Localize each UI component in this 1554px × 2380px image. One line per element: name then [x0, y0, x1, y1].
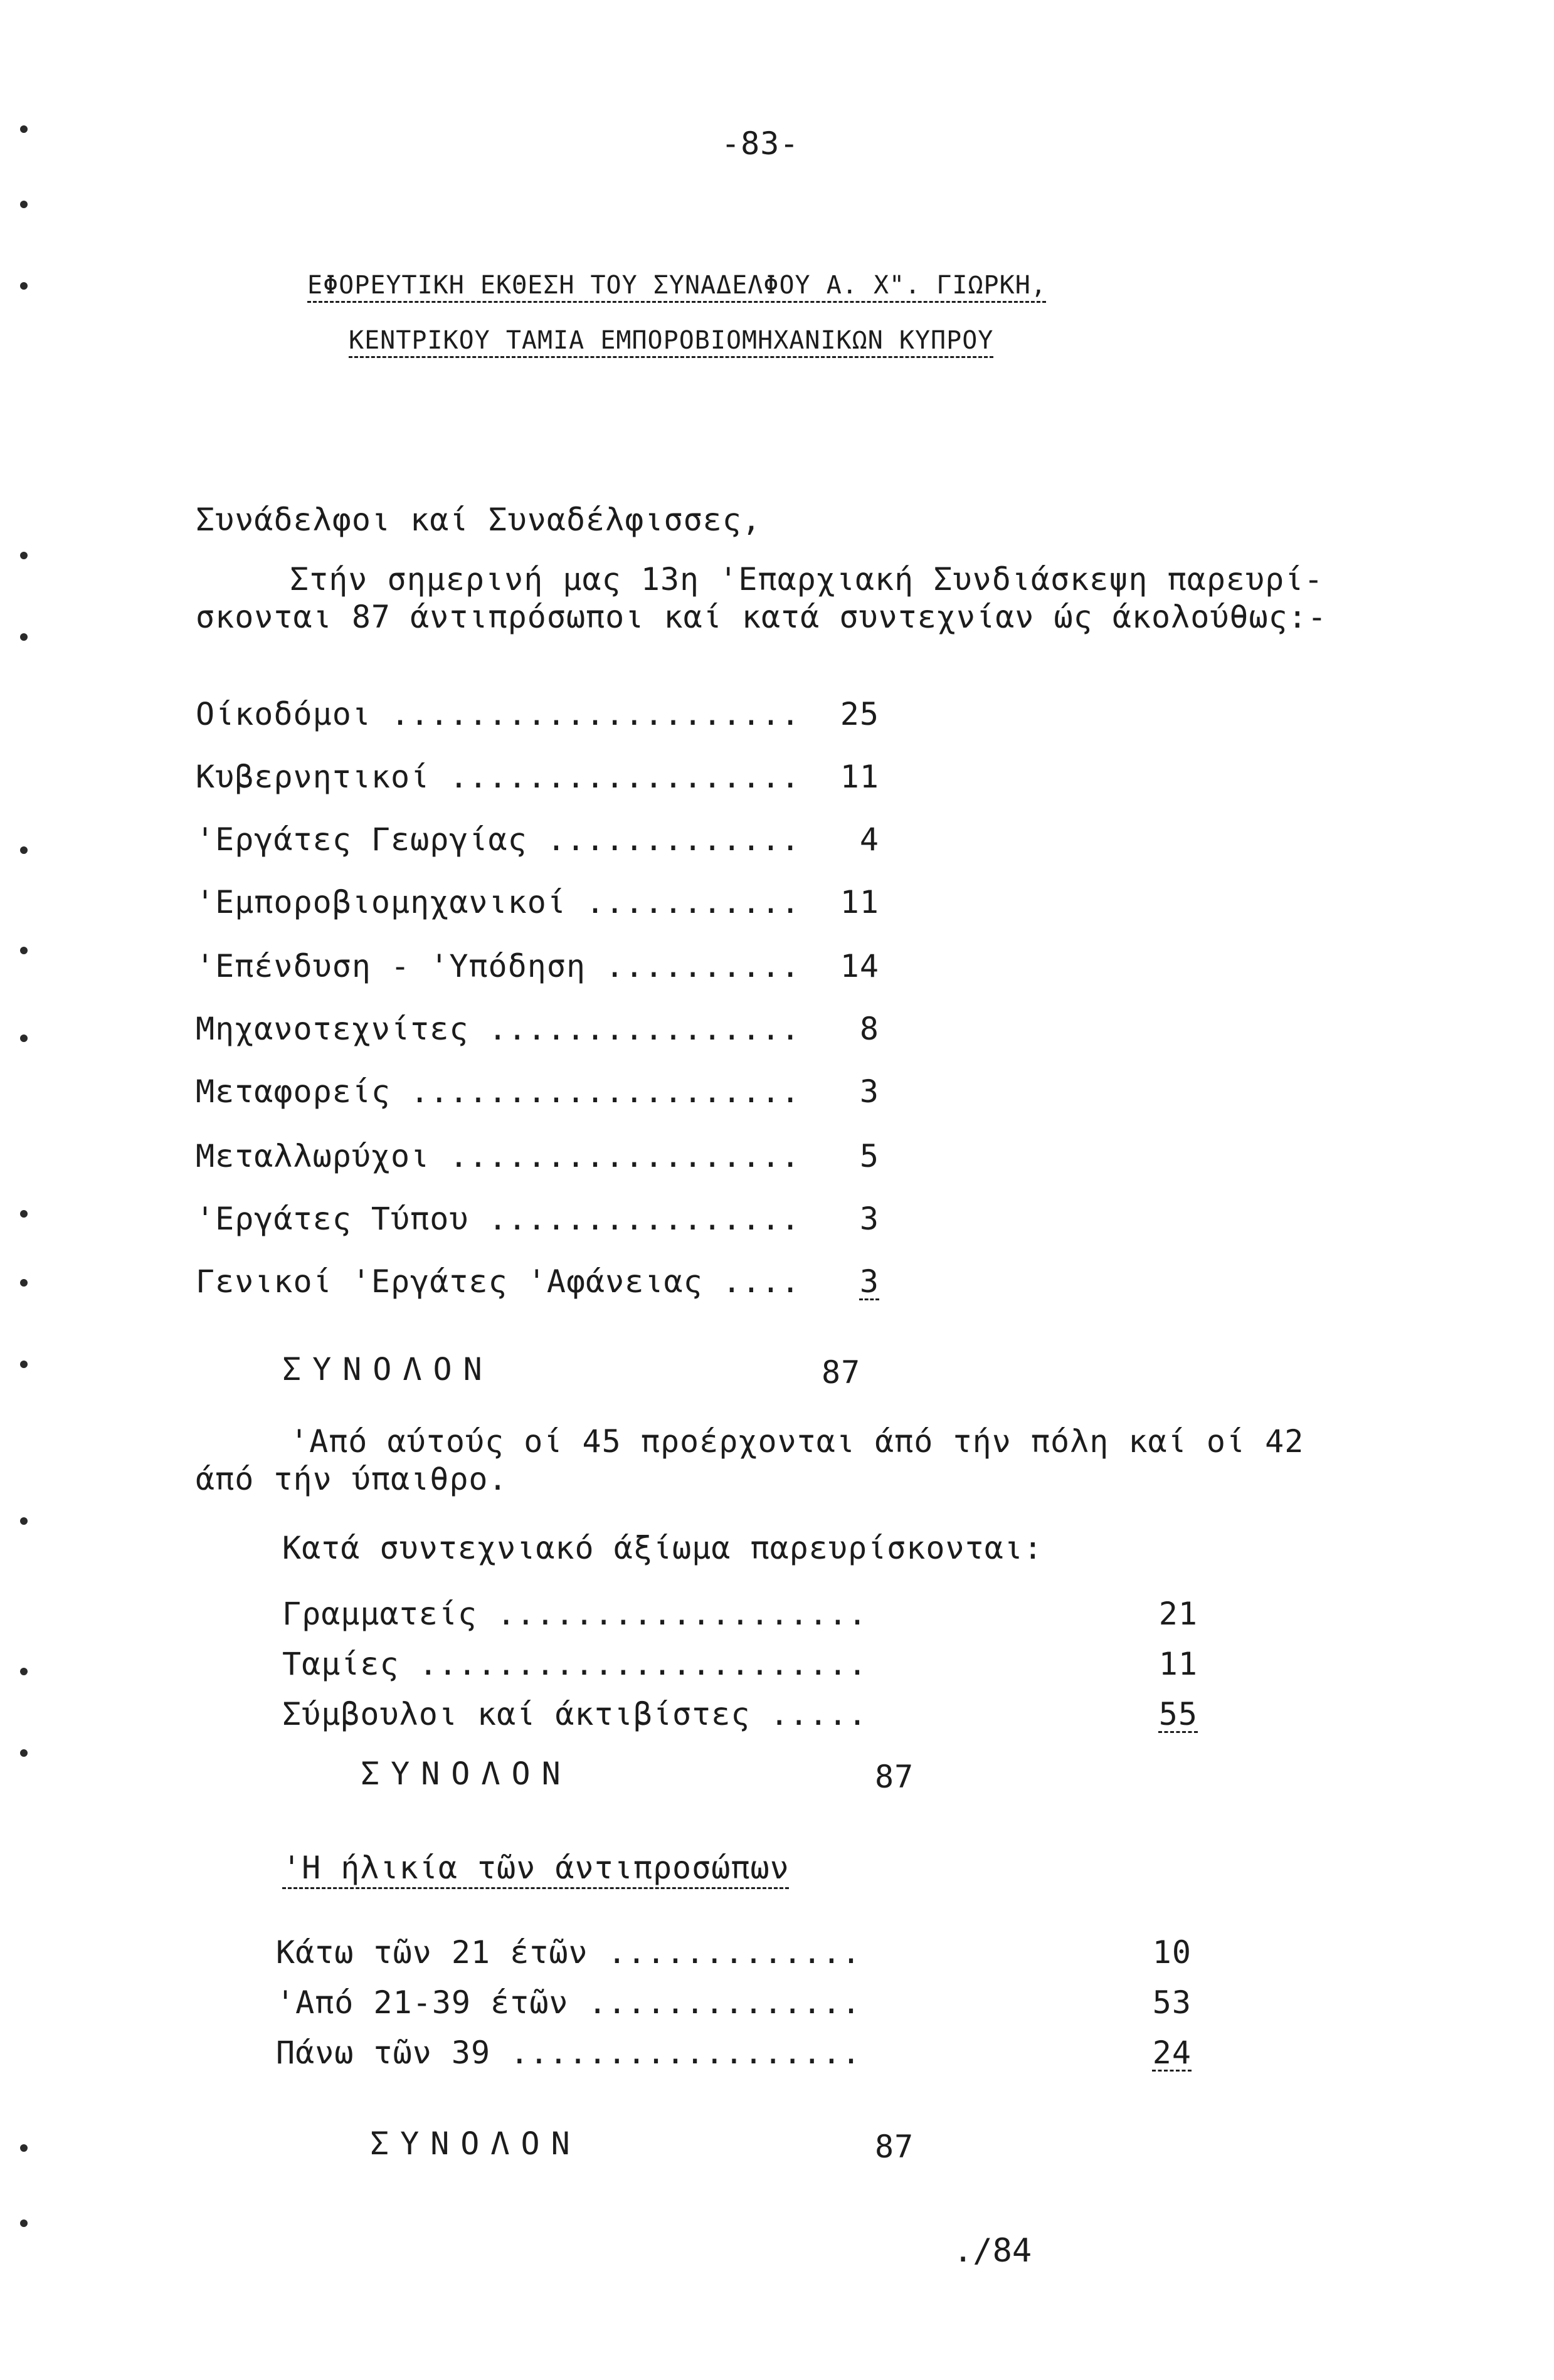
- age-heading: 'Η ήλικία τῶν άντιπροσώπων: [282, 1850, 790, 1886]
- union-count: 5: [859, 1138, 879, 1174]
- union-count: 3: [859, 1263, 879, 1300]
- margin-dot: [20, 2144, 28, 2152]
- age-count: 53: [1152, 1984, 1192, 2021]
- union-label: Οίκοδόμοι .....................: [196, 696, 801, 732]
- union-count: 14: [840, 948, 879, 984]
- report-title-line-2: ΚΕΝΤΡΙΚΟΥ ΤΑΜΙΑ ΕΜΠΟΡΟΒΙΟΜΗΧΑΝΙΚΩΝ ΚΥΠΡΟΥ: [349, 326, 994, 355]
- page-number: -83-: [721, 125, 800, 162]
- rank-intro: Κατά συντεχνιακό άξίωμα παρευρίσκονται:: [282, 1530, 1043, 1566]
- margin-dot: [20, 1035, 28, 1042]
- total-label: ΣΥΝΟΛΟΝ: [282, 1351, 494, 1387]
- total-label: ΣΥΝΟΛΟΝ: [370, 2125, 581, 2162]
- margin-dot: [20, 125, 28, 133]
- margin-dot: [20, 2219, 28, 2227]
- union-label: 'Εργάτες Τύπου ................: [196, 1201, 801, 1237]
- union-label: Μεταλλωρύχοι ..................: [196, 1138, 801, 1174]
- age-label: Κάτω τῶν 21 έτῶν .............: [276, 1934, 862, 1971]
- age-label: 'Από 21-39 έτῶν ..............: [276, 1984, 862, 2021]
- origin-note-line-1: 'Από αύτούς οί 45 προέρχονται άπό τήν πόλη καί οί 42: [290, 1423, 1304, 1460]
- union-label: Γενικοί 'Εργάτες 'Αφάνειας ....: [196, 1263, 801, 1300]
- margin-dot: [20, 633, 28, 641]
- union-label: 'Εργάτες Γεωργίας .............: [196, 821, 801, 858]
- total-value: 87: [875, 1759, 914, 1795]
- union-label: Μηχανοτεχνίτες ................: [196, 1011, 801, 1047]
- intro-line-1: Στήν σημερινή μας 13η 'Επαρχιακή Συνδιάσκεψη παρευρί-: [290, 561, 1324, 598]
- margin-dot: [20, 201, 28, 208]
- continuation-marker: ./84: [953, 2232, 1032, 2270]
- union-label: Μεταφορείς ....................: [196, 1073, 801, 1110]
- total-value: 87: [822, 1354, 861, 1391]
- rank-count: 21: [1158, 1596, 1198, 1632]
- union-count: 25: [840, 696, 879, 732]
- report-title-line-1: ΕΦΟΡΕΥΤΙΚΗ ΕΚΘΕΣΗ ΤΟΥ ΣΥΝΑΔΕΛΦΟΥ Α. Χ". ΓΙΩΡΚΗ,: [307, 271, 1047, 300]
- rank-label: Ταμίες .......................: [282, 1646, 868, 1682]
- margin-dot: [20, 846, 28, 854]
- union-count: 3: [859, 1201, 879, 1237]
- union-count: 8: [859, 1011, 879, 1047]
- margin-dot: [20, 1361, 28, 1368]
- age-label: Πάνω τῶν 39 ..................: [276, 2035, 862, 2071]
- origin-note-line-2: άπό τήν ύπαιθρο.: [196, 1461, 508, 1497]
- margin-dot: [20, 1668, 28, 1675]
- age-count: 10: [1152, 1934, 1192, 1971]
- salutation: Συνάδελφοι καί Συναδέλφισσες,: [196, 502, 761, 538]
- margin-dot: [20, 552, 28, 559]
- union-label: 'Επένδυση - 'Υπόδηση ..........: [196, 948, 801, 984]
- union-count: 3: [859, 1073, 879, 1110]
- rank-label: Γραμματείς ...................: [282, 1596, 868, 1632]
- intro-line-2: σκονται 87 άντιπρόσωποι καί κατά συντεχνίαν ώς άκολούθως:-: [196, 599, 1327, 635]
- rank-count: 11: [1158, 1646, 1198, 1682]
- union-label: Κυβερνητικοί ..................: [196, 759, 801, 795]
- margin-dot: [20, 1749, 28, 1757]
- rank-count: 55: [1158, 1696, 1198, 1732]
- margin-dot: [20, 1517, 28, 1525]
- margin-dot: [20, 947, 28, 954]
- union-count: 11: [840, 759, 879, 795]
- margin-dot: [20, 1210, 28, 1218]
- total-value: 87: [875, 2129, 914, 2165]
- age-count: 24: [1152, 2035, 1192, 2071]
- union-count: 4: [859, 821, 879, 858]
- margin-dot: [20, 282, 28, 290]
- union-count: 11: [840, 884, 879, 920]
- union-label: 'Εμποροβιομηχανικοί ...........: [196, 884, 801, 920]
- total-label: ΣΥΝΟΛΟΝ: [361, 1756, 572, 1792]
- margin-dot: [20, 1279, 28, 1287]
- rank-label: Σύμβουλοι καί άκτιβίστες .....: [282, 1696, 868, 1732]
